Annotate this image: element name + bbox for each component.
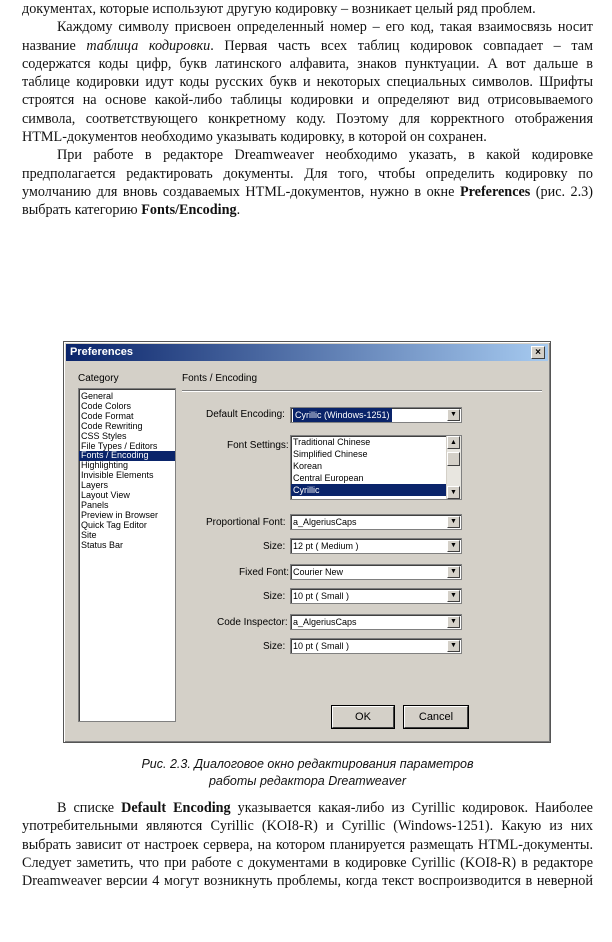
category-item-selected[interactable]: Fonts / Encoding — [79, 451, 175, 461]
code-inspector-size-select[interactable] — [290, 638, 462, 654]
category-item[interactable]: Preview in Browser — [81, 510, 159, 520]
paragraph-3 — [22, 146, 593, 219]
proportional-font-select[interactable] — [290, 514, 462, 530]
proportional-size-value: 12 pt ( Medium ) — [293, 541, 359, 551]
category-item[interactable]: Code Rewriting — [81, 421, 143, 431]
dropdown-arrow-icon[interactable]: ▼ — [447, 566, 460, 578]
code-inspector-select[interactable] — [290, 614, 462, 630]
font-settings-item[interactable]: Traditional Chinese — [293, 437, 371, 447]
category-item[interactable]: File Types / Editors — [81, 441, 158, 451]
scroll-thumb[interactable] — [447, 452, 460, 466]
default-encoding-label: Default Encoding: — [206, 409, 285, 420]
proportional-font-value: a_AlgeriusCaps — [293, 517, 357, 527]
category-item[interactable]: Status Bar — [81, 540, 124, 550]
category-item[interactable]: General — [81, 392, 114, 401]
scroll-up-icon[interactable]: ▲ — [447, 436, 460, 449]
size-label: Size: — [263, 541, 286, 552]
scroll-down-icon[interactable]: ▼ — [447, 486, 460, 499]
category-item[interactable]: Invisible Elements — [81, 471, 154, 481]
section-title: Fonts / Encoding — [182, 373, 258, 384]
size-label: Size: — [263, 591, 286, 602]
font-settings-list[interactable] — [290, 435, 462, 500]
paragraph-4-rest: указывается какая-либо из Cyrillic кодировок. Наиболее употребительными являются Cyrillic (KOI8-R) и Cyrillic (Windows-1251). Какую из них выбрать зависит от настроек сервера, на котором планируется размещать HTML-документы. Следует заметить, что при работе с документами в кодировке Cyrillic (KOI8-R) в редакторе Dreamweaver версии 4 могут возникнуть проблемы, когда текст воспроизводится в неверной — [22, 800, 593, 890]
paragraph-3-mid: (рис. 2.3) выбрать категорию — [22, 183, 593, 219]
fixed-size-value: 10 pt ( Small ) — [293, 591, 350, 601]
font-settings-item[interactable]: Korean — [293, 461, 323, 472]
font-settings-label: Font Settings: — [227, 440, 289, 451]
category-item[interactable]: Layers — [81, 481, 109, 491]
code-inspector-size-value: 10 pt ( Small ) — [293, 641, 350, 651]
term-preferences: Preferences — [459, 183, 531, 200]
category-item[interactable]: Site — [81, 530, 97, 540]
caption-line-2: работы редактора Dreamweaver — [208, 774, 407, 788]
category-item[interactable]: Code Colors — [81, 401, 132, 411]
category-item[interactable]: Panels — [81, 500, 109, 510]
fixed-size-select[interactable] — [290, 588, 462, 604]
font-settings-item[interactable]: Central European — [293, 473, 364, 484]
size-label: Size: — [263, 641, 286, 652]
figure-caption — [22, 756, 593, 790]
paragraph-4-start: В списке — [57, 800, 122, 816]
paragraph-3-start: При работе в редакторе Dreamweaver необходимо указать, в какой кодировке предполагается редактировать документы. Для того, чтобы определить кодировку по умолчанию для вновь создаваемых HTML-документов, нужно в окне — [22, 147, 593, 200]
fixed-font-label: Fixed Font: — [239, 567, 290, 578]
dropdown-arrow-icon[interactable]: ▼ — [447, 640, 460, 652]
code-inspector-value: a_AlgeriusCaps — [293, 617, 357, 627]
caption-line-1: Рис. 2.3. Диалоговое окно редактирования параметров — [141, 757, 474, 771]
body-text-top — [22, 0, 593, 220]
dialog-title: Preferences — [70, 346, 133, 358]
font-settings-scrollbar[interactable] — [446, 436, 461, 499]
paragraph-2 — [22, 18, 593, 146]
category-list[interactable] — [78, 388, 176, 722]
category-item[interactable]: CSS Styles — [81, 431, 127, 441]
paragraph-1: документах, которые используют другую кодировку – возникает целый ряд проблем. — [22, 1, 536, 17]
category-item[interactable]: Layout View — [81, 491, 130, 501]
proportional-font-label: Proportional Font: — [206, 517, 286, 528]
term-default-encoding: Default Encoding — [121, 800, 231, 816]
category-item[interactable]: Quick Tag Editor — [81, 520, 147, 530]
paragraph-3-end: . — [236, 202, 241, 219]
ok-button[interactable]: OK — [332, 706, 394, 728]
dialog-titlebar — [66, 344, 548, 361]
dropdown-arrow-icon[interactable]: ▼ — [447, 540, 460, 552]
default-encoding-value: Cyrillic (Windows-1251) — [295, 410, 390, 420]
body-text-bottom — [22, 799, 593, 890]
fixed-font-value: Courier New — [293, 567, 344, 577]
term-encoding-table: таблица кодировки — [86, 37, 211, 54]
term-fonts-encoding: Fonts/Encoding — [141, 202, 237, 219]
dropdown-arrow-icon[interactable]: ▼ — [447, 516, 460, 528]
cancel-button[interactable]: Cancel — [404, 706, 468, 728]
dropdown-arrow-icon[interactable]: ▼ — [447, 409, 460, 421]
font-settings-item-selected[interactable]: Cyrillic — [291, 484, 447, 496]
close-icon[interactable]: × — [531, 346, 545, 359]
fixed-font-select[interactable] — [290, 564, 462, 580]
default-encoding-select[interactable] — [290, 407, 462, 423]
category-item[interactable]: Code Format — [81, 411, 134, 421]
section-divider — [182, 390, 542, 392]
paragraph-2-start: Каждому символу присвоен определенный номер – его код, такая взаимосвязь носит название — [22, 19, 593, 54]
paragraph-4 — [22, 799, 593, 890]
font-settings-item[interactable]: Simplified Chinese — [293, 449, 368, 460]
category-item[interactable]: Highlighting — [81, 461, 129, 471]
dropdown-arrow-icon[interactable]: ▼ — [447, 616, 460, 628]
proportional-size-select[interactable] — [290, 538, 462, 554]
dropdown-arrow-icon[interactable]: ▼ — [447, 590, 460, 602]
code-inspector-label: Code Inspector: — [217, 617, 288, 628]
preferences-dialog — [63, 341, 551, 743]
category-label: Category — [78, 373, 119, 384]
paragraph-2-rest: . Первая часть всех таблиц кодировок совпадает – там содержатся коды цифр, букв латинского алфавита, знаков пунктуации. А вот дальше в таблице кодировки идут коды русских букв и некоторых специальных символов. Шрифты строятся на основе какой-либо таблицы кодировки и определяют вид отрисовываемого символа, соответствующего конкретному коду. Поэтому для корректного отображения HTML-документов необходимо указывать кодировку, в которой он сохранен. — [22, 37, 593, 146]
